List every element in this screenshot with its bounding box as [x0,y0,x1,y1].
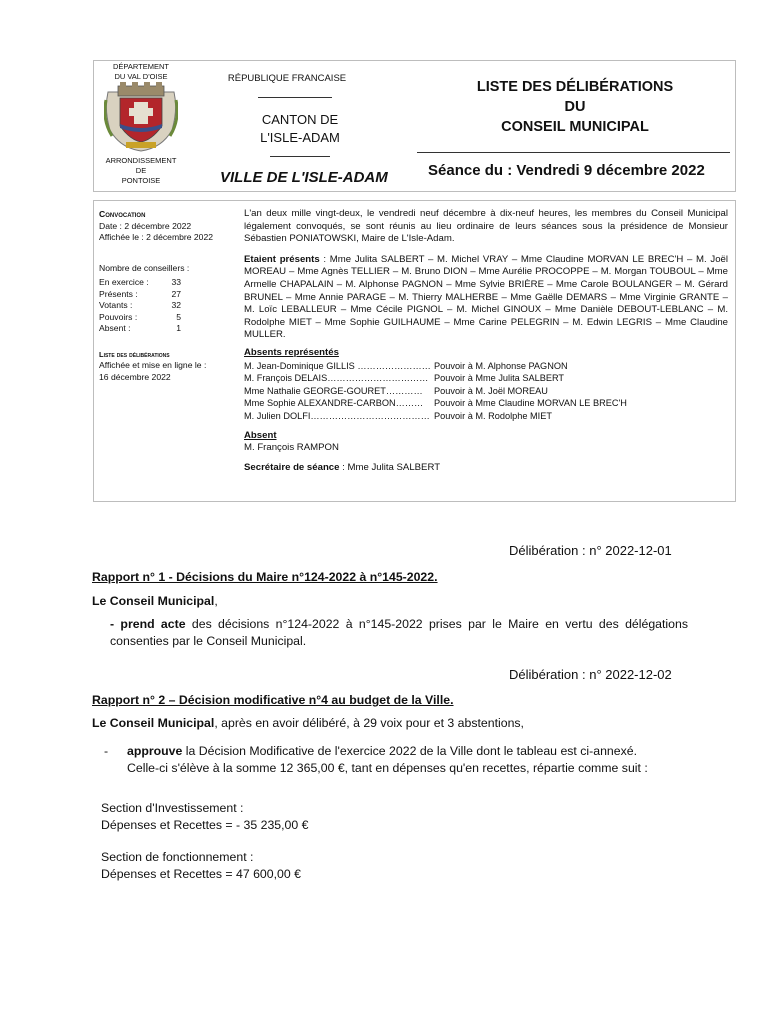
absent-rep-row [244,360,728,373]
count-row [99,277,235,289]
republique-label: RÉPUBLIQUE FRANCAISE [227,73,347,84]
deliberation-number: Délibération : n° 2022-12-02 [509,667,672,682]
canton-line-1: CANTON DE [261,112,339,127]
count-row [99,300,235,312]
absent-rep-pouvoir: Pouvoir à M. Alphonse PAGNON [434,360,568,371]
count-value: 32 [171,300,181,310]
absent-rep-name: Mme Sophie ALEXANDRE-CARBON……… [244,398,424,409]
departement-line-1: DÉPARTEMENT [113,62,169,71]
absent-rep-name: M. François DELAIS…………………………… [244,373,429,384]
section-title: Section d'Investissement : [101,801,244,815]
count-row [99,323,235,335]
list-bullet: - [104,744,109,758]
nombre-title: Nombre de conseillers : [99,262,190,273]
absent-rep-pouvoir: Pouvoir à M. Rodolphe MIET [434,410,552,421]
presents-list: : Mme Julita SALBERT – M. Michel VRAY – Mme Claudine MORVAN LE BREC'H – M. Joël MOREAU – Mme Agnès TELLIER – M. Bruno DION – Mme Aurélie PROCOPPE – M. Morgan TOUBOUL – Mme Armelle CHAPALAIN – M. Alphonse PAGNON – Mme Sylvie BRIÈRE – Mme Carole BOULANGER – M. Gérard BRUNEL – Mme Annie PARAGE – M. Thierry MALHERBE – Mme Gaëlle DEMARS – Mme Virginie GRANTE – M. Loïc LEBALLEUR – Mme Cécile PIGNOL – M. Michel GINOUX – Mme Danièle DEBOUT-LEBLANC – M. Rodolphe MIET – Mme Sophie GUILHAUME – Mme Carine PELEGRIN – M. Edwin LEGRIS – Mme Claudine MULLER. [244,253,728,341]
absent-rep-pouvoir: Pouvoir à Mme Claudine MORVAN LE BREC'H [434,398,627,409]
title-line-2: DU [564,99,586,115]
count-value: 27 [171,288,181,299]
absent-rep-pouvoir: Pouvoir à M. Joël MOREAU [434,385,548,396]
section-investissement [101,800,308,833]
deliberation-number: Délibération : n° 2022-12-01 [509,543,672,558]
count-value: 5 [176,311,181,322]
canton-line-2: L'ISLE-ADAM [260,130,340,145]
conseil-label: Le Conseil Municipal [92,594,215,608]
left-column [99,209,235,383]
departement-line-2: DU VAL D'OISE [114,72,168,81]
absent-rep-row [244,397,728,410]
conseil-text: , après en avoir délibéré, à 29 voix pour et 3 abstentions, [214,716,524,730]
count-row [99,312,235,324]
absent-rep-name: M. Julien DOLFI………………………………… [244,410,430,421]
absent-rep-row [244,385,728,398]
secretaire-label: Secrétaire de séance [244,461,340,473]
rapport-title: Rapport n° 1 - Décisions du Maire n°124-2022 à n°145-2022. [92,570,438,584]
absent-title: Absent [244,429,277,441]
action-verb: - prend acte [110,617,186,631]
republique-divider [258,97,332,98]
title-line-1: LISTE DES DÉLIBÉRATIONS [476,79,674,95]
rapport-title: Rapport n° 2 – Décision modificative n°4 au budget de la Ville. [92,693,454,707]
section-amount: Dépenses et Recettes = - 35 235,00 € [101,817,309,832]
absents-rep-title: Absents représentés [244,346,339,358]
convocation-date: Date : 2 décembre 2022 [99,220,192,231]
action-verb: approuve [127,744,183,758]
count-value: 1 [176,323,181,333]
section-amount: Dépenses et Recettes = 47 600,00 € [101,866,301,881]
absent-rep-name: Mme Nathalie GEORGE-GOURET………… [244,385,423,396]
action-text: des décisions n°124-2022 à n°145-2022 prises par le Maire en vertu des délégations consenties par le Conseil Municipal. [110,617,688,648]
secretaire-name: : Mme Julita SALBERT [339,461,441,473]
presents-paragraph [244,254,728,342]
liste-title: Liste des délibérations [99,349,170,359]
absent-rep-name: M. Jean-Dominique GILLIS …………………… [244,360,431,371]
count-row [99,289,235,301]
liste-line-2: 16 décembre 2022 [99,371,171,382]
count-label: Pouvoirs : [99,311,138,322]
absent-rep-row [244,410,728,423]
arrondissement-line-2: DE [135,166,147,175]
count-label: Absent : [99,323,131,333]
liste-line-1: Affichée et mise en ligne le : [99,360,207,370]
coat-of-arms-emblem [104,80,178,152]
intro-paragraph: L'an deux mille vingt-deux, le vendredi neuf décembre à dix-neuf heures, les membres du Conseil Municipal légalement convoqués, se sont réunis au lieu ordinaire de leurs séances sous la présidence de Monsieur Sébastien PONIATOWSKI, Maire de L'Isle-Adam. [244,208,728,245]
absent-rep-row [244,372,728,385]
arrondissement-line-3: PONTOISE [121,176,161,185]
document-title [430,77,720,137]
arrondissement-line-1: ARRONDISSEMENT [105,156,177,165]
absent-rep-pouvoir: Pouvoir à Mme Julita SALBERT [434,373,565,384]
convocation-title: Convocation [99,209,146,219]
seance-date: Séance du : Vendredi 9 décembre 2022 [428,162,705,179]
deliberation-action [110,616,688,649]
ville-title: VILLE DE L'ISLE-ADAM [220,169,388,186]
canton-label [230,111,370,147]
count-label: Présents : [99,288,138,299]
deliberation-action [127,743,667,776]
presents-label: Etaient présents [244,253,320,265]
count-label: En exercice : [99,277,149,287]
conseil-label: Le Conseil Municipal [92,716,215,730]
conseil-line [92,715,524,732]
canton-divider [270,156,330,157]
title-line-3: CONSEIL MUNICIPAL [501,119,649,135]
count-label: Votants : [99,300,133,310]
absent-name: M. François RAMPON [244,442,339,454]
action-text: la Décision Modificative de l'exercice 2022 de la Ville dont le tableau est ci-annexé. Celle-ci s'élève à la somme 12 365,00 €, tant en dépenses qu'en recettes, répartie comme suit : [127,744,648,775]
main-column [244,208,728,474]
secretaire-line [244,462,728,475]
count-value: 33 [171,277,181,287]
convocation-affichee: Affichée le : 2 décembre 2022 [99,232,214,242]
arrondissement-label [100,156,182,186]
conseil-line [92,593,218,610]
departement-label [100,62,182,82]
conseil-text: , [214,594,218,608]
section-title: Section de fonctionnement : [101,850,254,864]
title-underline [417,152,730,153]
section-fonctionnement [101,849,301,882]
